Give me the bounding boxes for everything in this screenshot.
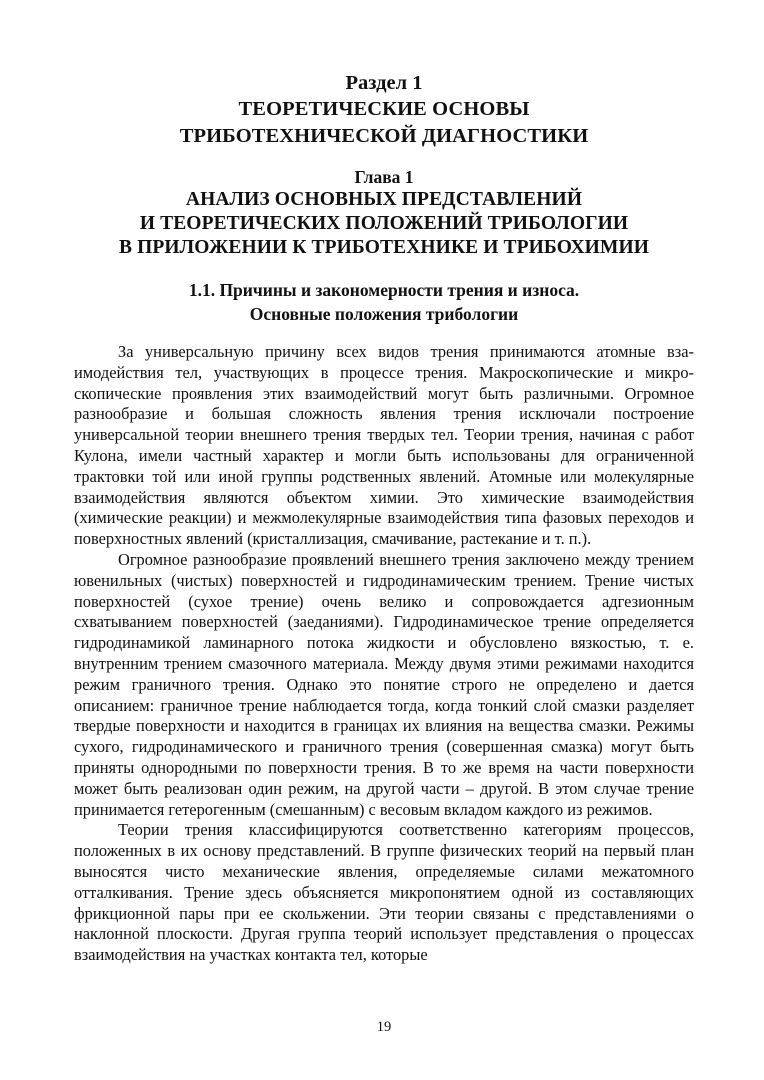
book-page [74, 70, 694, 1060]
section-title-line: ТЕОРЕТИЧЕСКИЕ ОСНОВЫ [238, 98, 530, 120]
chapter-label: Глава 1 [354, 167, 414, 187]
section-title [74, 96, 694, 150]
body-text [74, 342, 694, 966]
subsection-title-line: Основные положения трибологии [249, 304, 519, 324]
chapter-title-line: В ПРИЛОЖЕНИИ К ТРИБОТЕХНИКЕ И ТРИБОХИМИИ [118, 237, 649, 258]
page-number: 19 [376, 1019, 392, 1035]
section-label: Раздел 1 [345, 72, 423, 94]
chapter-title-line: АНАЛИЗ ОСНОВНЫХ ПРЕДСТАВЛЕНИЙ [185, 189, 583, 210]
section-title-line: ТРИБОТЕХНИЧЕСКОЙ ДИАГНОСТИКИ [179, 125, 589, 147]
chapter-title [74, 188, 694, 260]
subsection-title [74, 278, 694, 326]
paragraph: За универсальную причину всех видов трения принимаются атомные взаимодействия тел, участвующих в процессе трения. Макроскопические и микроскопические проявления этих взаимодействий могут быть различными. Огромное разнообразие и большая сложность явления трения исключали построение универсальной теории внешнего трения твердых тел. Теории трения, начиная с работ Кулона, имели частный характер и могли быть использованы для ограниченной трактовки той или иной группы родственных явлений. Атомные или молекулярные взаимодействия являются объектом химии. Это химические взаимодействия (химические реакции) и межмолекулярные взаимодействия типа фазовых переходов и поверхностных явлений (кристаллизация, смачивание, растекание и т. п.). [74, 342, 694, 549]
subsection-title-line: 1.1. Причины и закономерности трения и износа. [188, 280, 580, 300]
paragraph: Огромное разнообразие проявлений внешнего трения заключено между трением ювенильных (чистых) поверхностей и гидродинамическим трением. Трение чистых поверхностей (сухое трение) очень велико и сопровождается адгезионным схватыванием поверхностей (заеданиями). Гидродинамическое трение определяется гидродинамикой ламинарного потока жидкости и обусловлено вязкостью, т. е. внутренним трением смазочного материала. Между двумя этими режимами находится режим граничного трения. Однако это понятие строго не определено и дается описанием: граничное трение наблюдается тогда, когда тонкий слой смазки разделяет твердые поверхности и находится в границах их влияния на вещества смазки. Режимы сухого, гидродинамического и граничного трения (совершенная смазка) могут быть приняты однородными по поверхности трения. В то же время на части поверхности может быть реализован один режим, на другой части – другой. В этом случае трение принимается гетерогенным (смешанным) с весовым вкладом каждого из режимов. [74, 549, 694, 819]
chapter-title-line: И ТЕОРЕТИЧЕСКИХ ПОЛОЖЕНИЙ ТРИБОЛОГИИ [139, 213, 629, 234]
paragraph: Теории трения классифицируются соответственно категориям процессов, положенных в их основу представлений. В группе физических теорий на первый план выносятся чисто механические явления, определяемые силами межатомного отталкивания. Трение здесь объясняется микропонятием одной из составляющих фрикционной пары при ее скольжении. Эти теории связаны с представлениями о наклонной плоскости. Другая группа теорий использует представления о процессах взаимодействия на участках контакта тел, которые [74, 820, 694, 965]
